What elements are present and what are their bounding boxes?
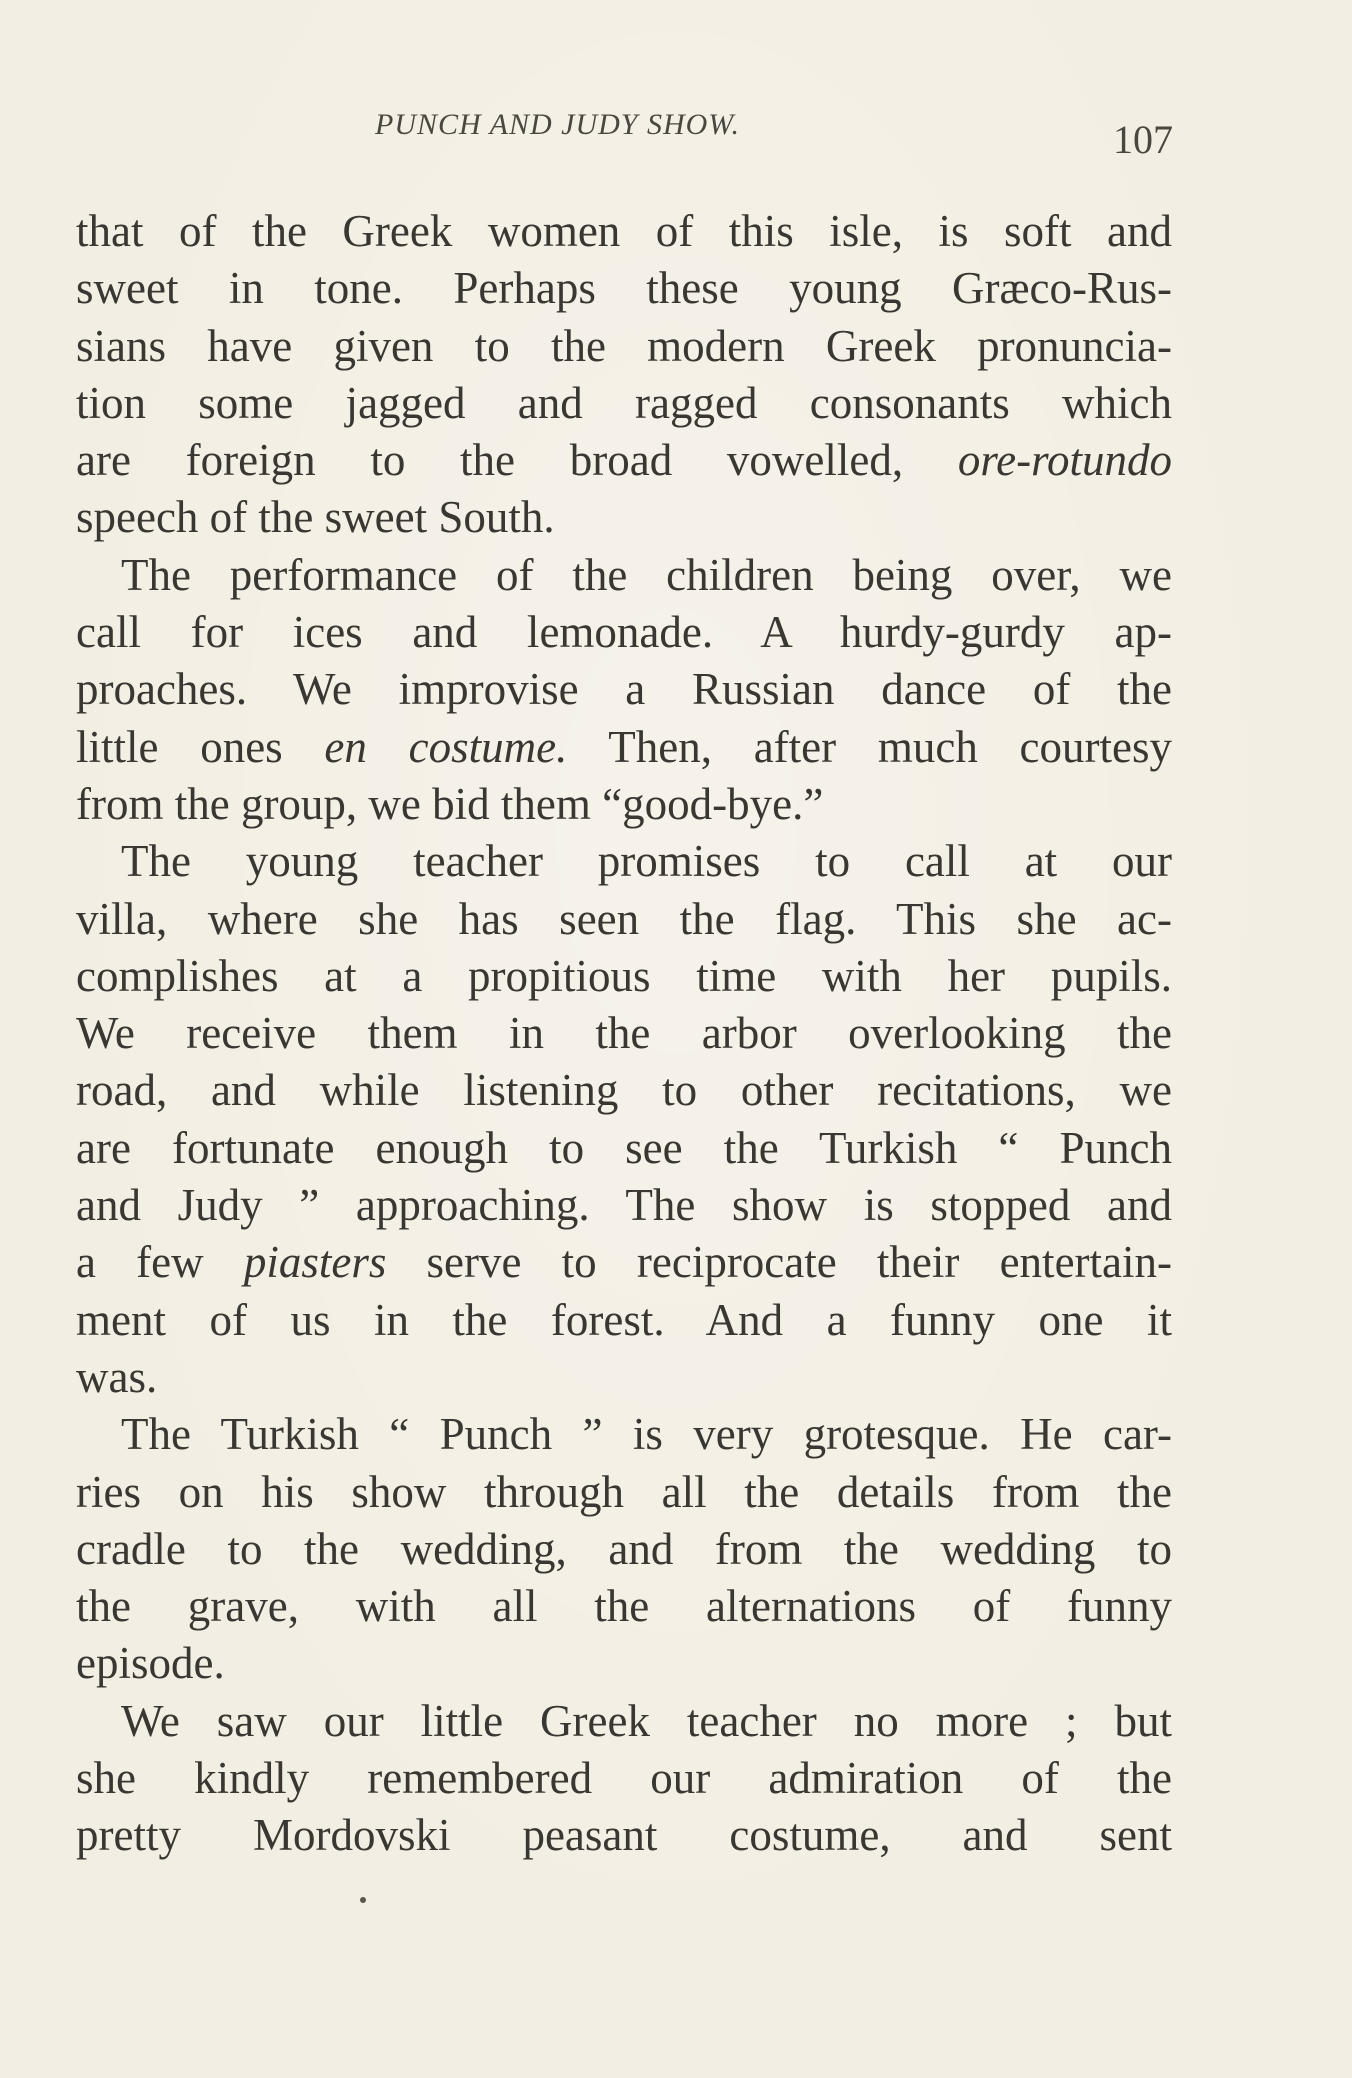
text-line: are fortunate enough to see the Turkish “ Punch bbox=[76, 1122, 1172, 1173]
text-line: sweet in tone. Perhaps these young Græco-Rus- bbox=[76, 263, 1172, 314]
text-line: episode. bbox=[76, 1638, 225, 1689]
text-line: was. bbox=[76, 1351, 158, 1402]
text-line: she kindly remembered our admiration of the bbox=[76, 1753, 1172, 1804]
ink-speck bbox=[360, 1897, 366, 1903]
text-line: The performance of the children being over, we bbox=[121, 549, 1172, 600]
text-segment: little ones bbox=[76, 721, 325, 772]
text-line: tion some jagged and ragged consonants which bbox=[76, 377, 1172, 428]
text-line: call for ices and lemonade. A hurdy-gurdy ap- bbox=[76, 607, 1172, 658]
text-line: pretty Mordovski peasant costume, and sent bbox=[76, 1810, 1172, 1861]
running-title: PUNCH AND JUDY SHOW. bbox=[375, 108, 741, 141]
text-line: and Judy ” approaching. The show is stopped and bbox=[76, 1180, 1172, 1231]
text-line: cradle to the wedding, and from the wedding to bbox=[76, 1523, 1172, 1574]
text-line: from the group, we bid them “good-bye.” bbox=[76, 778, 824, 829]
text-segment: serve to reciprocate their entertain- bbox=[386, 1237, 1172, 1288]
text-line bbox=[76, 719, 1172, 776]
text-segment: Then, after much courtesy bbox=[567, 721, 1172, 772]
text-line: complishes at a propitious time with her pupils. bbox=[76, 950, 1172, 1001]
page-number: 107 bbox=[1113, 117, 1173, 162]
text-line: the grave, with all the alternations of funny bbox=[76, 1581, 1172, 1632]
text-line: speech of the sweet South. bbox=[76, 492, 555, 543]
italic-phrase: en costume. bbox=[324, 721, 568, 772]
text-line bbox=[76, 432, 1172, 489]
text-line bbox=[76, 1234, 1172, 1291]
text-line: The young teacher promises to call at our bbox=[121, 836, 1172, 887]
text-line: The Turkish “ Punch ” is very grotesque. He car- bbox=[121, 1409, 1172, 1460]
running-head bbox=[0, 108, 1352, 162]
text-line: We receive them in the arbor overlooking the bbox=[76, 1008, 1172, 1059]
text-line: that of the Greek women of this isle, is soft and bbox=[76, 206, 1172, 256]
text-segment: are foreign to the broad vowelled, bbox=[76, 435, 958, 486]
text-line: We saw our little Greek teacher no more ; but bbox=[121, 1695, 1172, 1746]
text-line: villa, where she has seen the flag. This she ac- bbox=[76, 893, 1172, 944]
text-line: sians have given to the modern Greek pronuncia- bbox=[76, 320, 1172, 371]
text-line: proaches. We improvise a Russian dance of the bbox=[76, 664, 1172, 715]
italic-phrase: piasters bbox=[243, 1237, 387, 1288]
text-line: ries on his show through all the details from the bbox=[76, 1466, 1172, 1517]
body-text bbox=[76, 203, 1172, 1865]
italic-phrase: ore-rotundo bbox=[957, 435, 1172, 486]
text-line: road, and while listening to other recitations, we bbox=[76, 1065, 1172, 1116]
text-segment: a few bbox=[76, 1237, 244, 1288]
text-line: ment of us in the forest. And a funny one it bbox=[76, 1294, 1172, 1345]
